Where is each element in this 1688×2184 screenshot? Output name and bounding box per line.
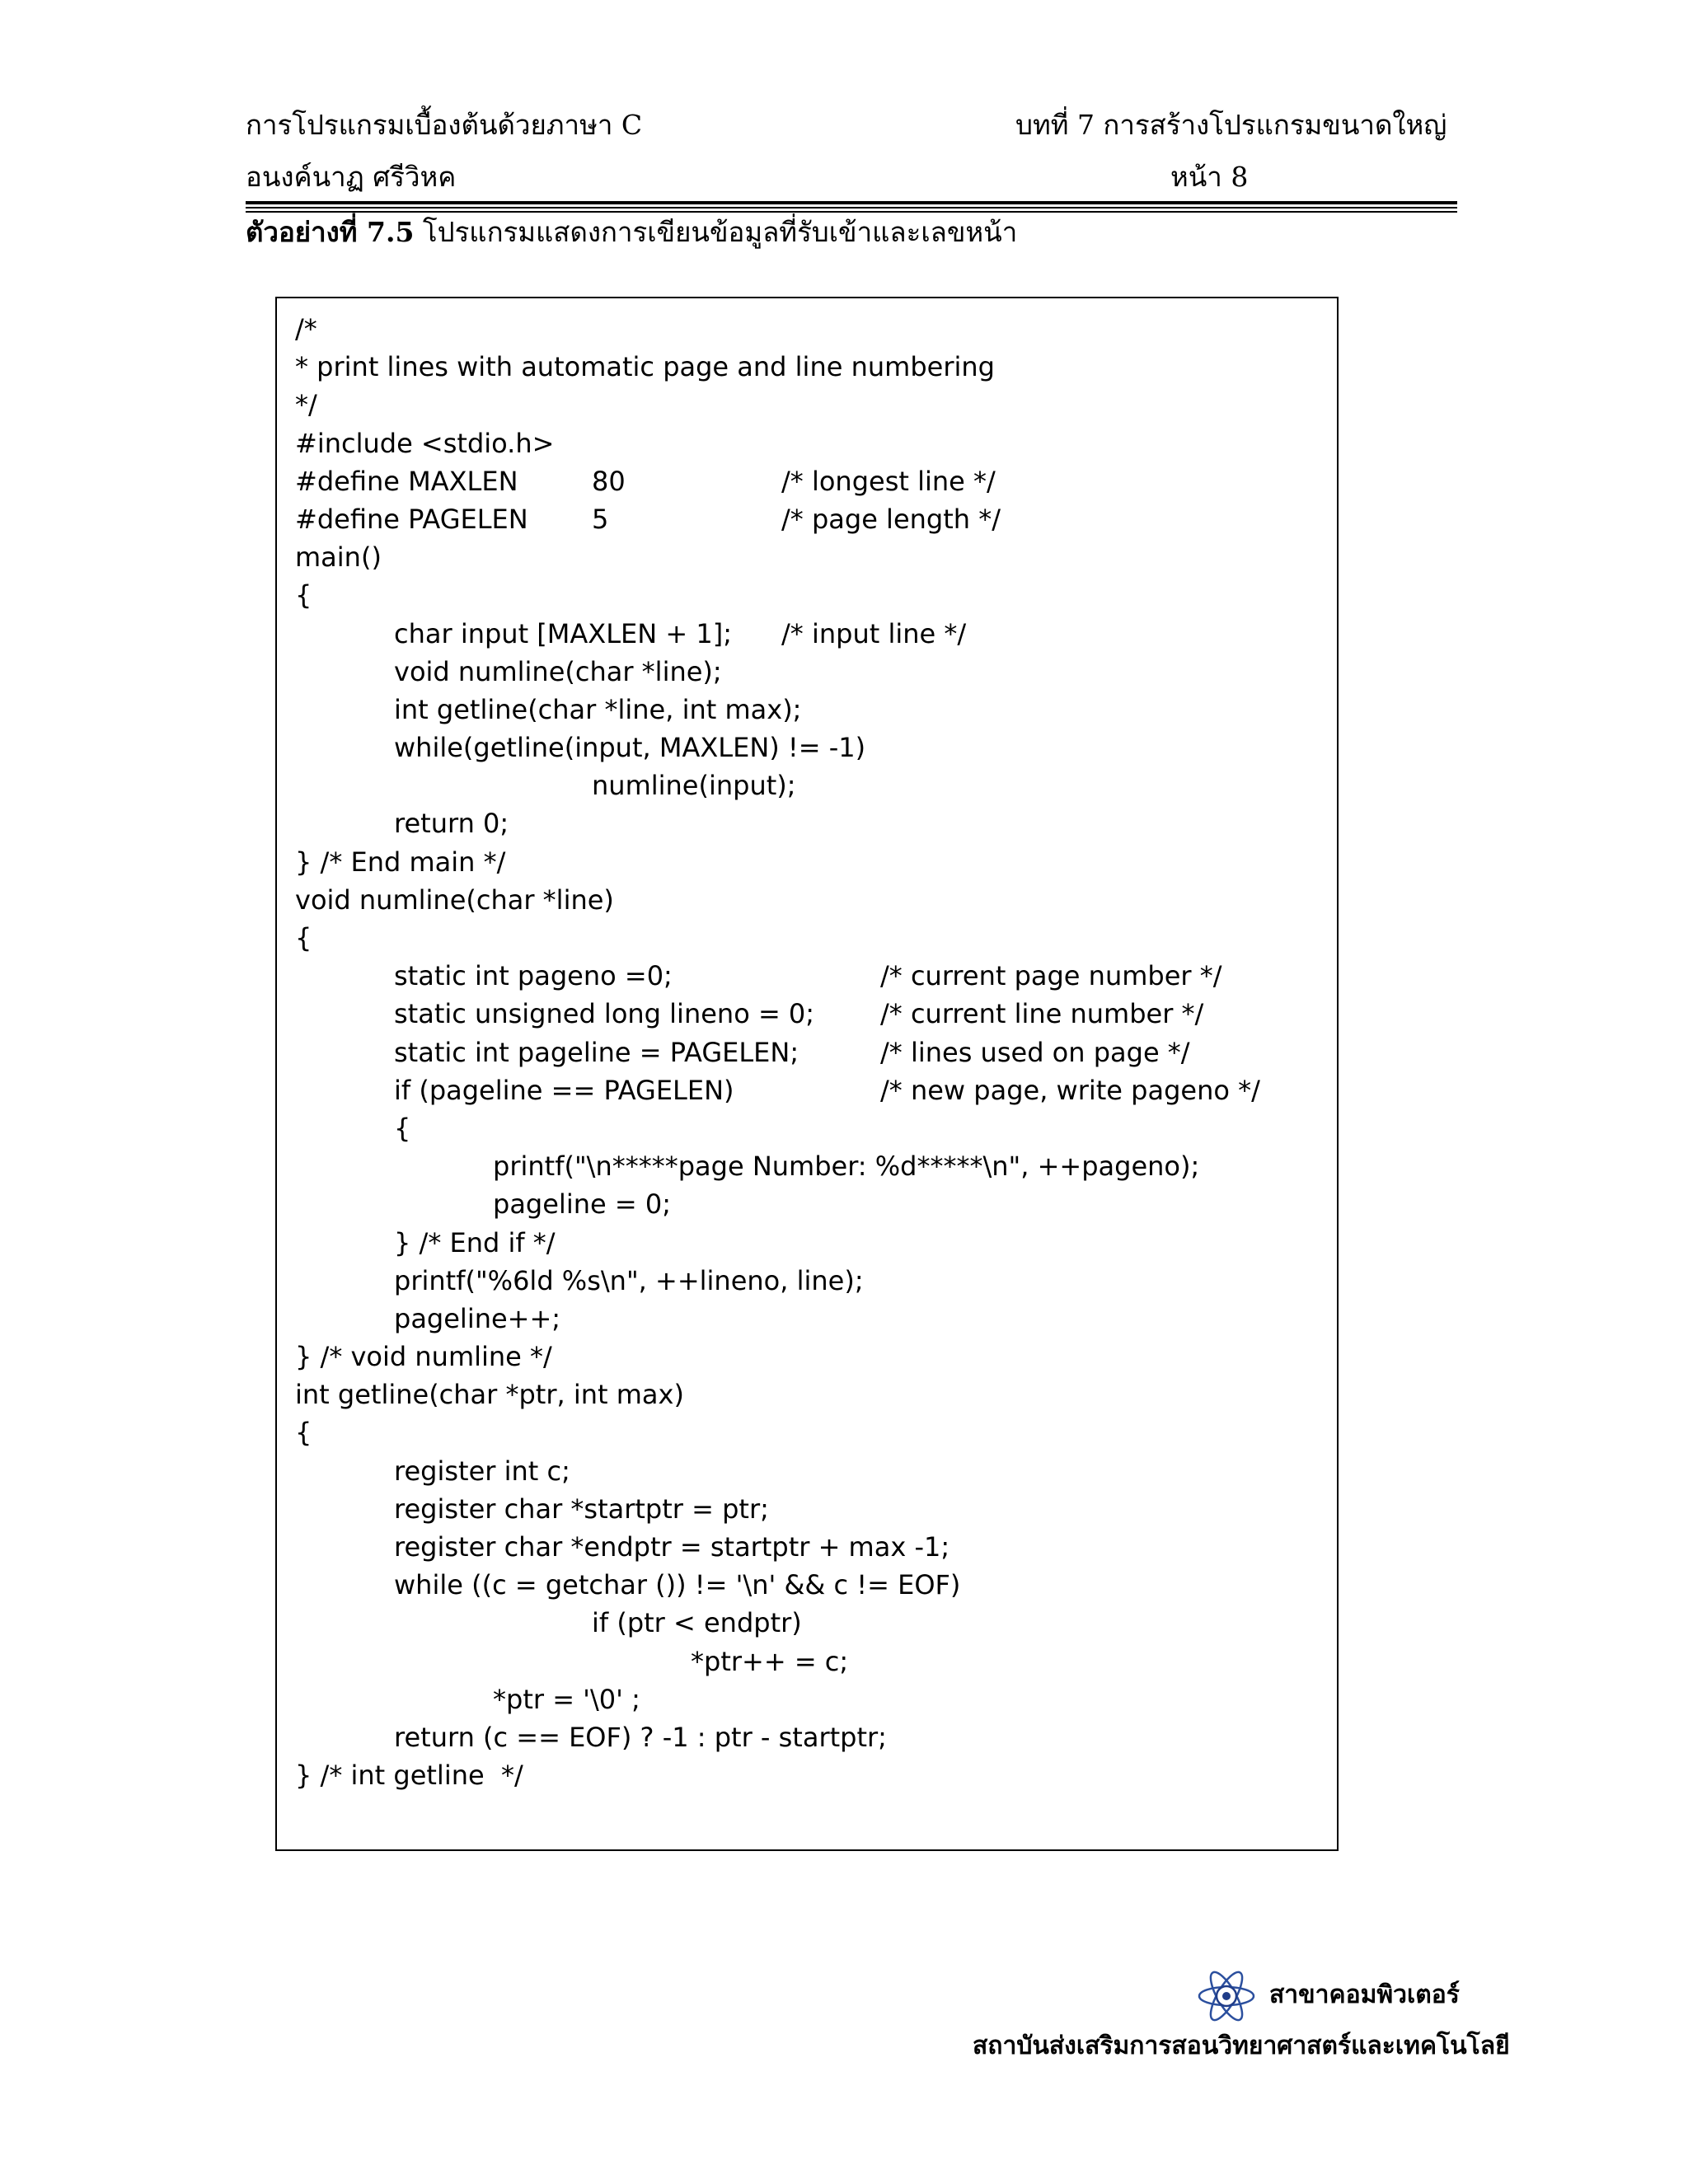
- code-line: [295, 995, 1337, 1033]
- code-text: static unsigned long lineno = 0;: [394, 998, 815, 1030]
- code-line: [295, 1071, 1337, 1109]
- code-line: [295, 1643, 1337, 1680]
- code-text: {: [394, 1112, 411, 1144]
- code-listing-box: [275, 297, 1339, 1851]
- code-text: {: [295, 579, 312, 612]
- code-line: [295, 1604, 1337, 1642]
- code-text: {: [295, 922, 312, 954]
- code-line: [295, 881, 1337, 919]
- department-name: สาขาคอมพิวเตอร์: [1269, 1980, 1460, 2009]
- code-line: [295, 766, 1337, 804]
- code-line: [295, 424, 1337, 462]
- code-line: [295, 1224, 1337, 1262]
- code-text: } /* End main */: [295, 846, 506, 878]
- code-line: [295, 462, 1337, 500]
- code-listing: [295, 310, 1337, 1794]
- code-text: {: [295, 1417, 312, 1449]
- example-caption: [246, 216, 1017, 249]
- code-text: void numline(char *line);: [394, 655, 722, 687]
- example-label: ตัวอย่างที่ 7.5: [246, 216, 415, 248]
- code-text: } /* void numline */: [295, 1341, 552, 1373]
- code-text: * print lines with automatic page and line numbering: [295, 351, 995, 383]
- code-column-text: /* current line number */: [880, 998, 1204, 1030]
- code-text: */: [295, 389, 317, 421]
- code-text: /*: [295, 313, 317, 344]
- code-column-text: /* lines used on page */: [880, 1036, 1190, 1068]
- page-number: หน้า 8: [1170, 161, 1249, 193]
- header-rule-thick: [246, 201, 1457, 204]
- code-line: [295, 1300, 1337, 1338]
- code-text: } /* End if */: [394, 1226, 556, 1258]
- code-line: [295, 538, 1337, 576]
- code-line: [295, 1376, 1337, 1413]
- code-line: [295, 1262, 1337, 1300]
- code-line: [295, 957, 1337, 995]
- code-text: static int pageno =0;: [394, 960, 673, 992]
- code-column-text: /* new page, write pageno */: [880, 1074, 1260, 1106]
- header-rule-thin-2: [246, 211, 1457, 213]
- code-text: while ((c = getchar ()) != '\n' && c != EOF): [394, 1569, 961, 1601]
- code-text: void numline(char *line): [295, 883, 614, 916]
- institute-logo-icon: [1197, 1970, 1256, 2022]
- code-line: [295, 1147, 1337, 1185]
- code-line: [295, 1033, 1337, 1071]
- code-text: int getline(char *line, int max);: [394, 693, 802, 725]
- code-text: register char *endptr = startptr + max -1;: [394, 1531, 950, 1563]
- example-description: โปรแกรมแสดงการเขียนข้อมูลที่รับเข้าและเลขหน้า: [414, 216, 1018, 248]
- code-line: [295, 804, 1337, 842]
- code-text: static int pageline = PAGELEN;: [394, 1036, 799, 1068]
- code-column-text: 80: [592, 465, 626, 497]
- course-title: การโปรแกรมเบื้องต้นด้วยภาษา C: [246, 109, 643, 141]
- code-line: [295, 310, 1337, 348]
- code-text: register int c;: [394, 1455, 570, 1487]
- code-text: #define PAGELEN: [295, 503, 528, 535]
- code-line: [295, 615, 1337, 653]
- code-text: register char *startptr = ptr;: [394, 1493, 769, 1525]
- code-column-text: /* current page number */: [880, 960, 1222, 992]
- code-column-text: /* page length */: [781, 503, 1001, 535]
- code-text: numline(input);: [592, 770, 796, 802]
- code-line: [295, 576, 1337, 614]
- code-text: return (c == EOF) ? -1 : ptr - startptr;: [394, 1721, 887, 1753]
- code-text: #include <stdio.h>: [295, 427, 555, 459]
- code-text: int getline(char *ptr, int max): [295, 1379, 684, 1411]
- code-line: [295, 1680, 1337, 1718]
- code-line: [295, 729, 1337, 766]
- code-line: [295, 653, 1337, 691]
- code-text: printf("%6ld %s\n", ++lineno, line);: [394, 1264, 864, 1296]
- author-name: อนงค์นาฏ ศรีวิหค: [246, 161, 457, 193]
- code-text: return 0;: [394, 808, 509, 840]
- code-line: [295, 1490, 1337, 1528]
- code-line: [295, 919, 1337, 957]
- code-line: [295, 1718, 1337, 1756]
- code-text: *ptr++ = c;: [691, 1645, 849, 1677]
- chapter-title: บทที่ 7 การสร้างโปรแกรมขนาดใหญ่: [1015, 109, 1447, 141]
- code-text: printf("\n*****page Number: %d*****\n", ++pageno);: [493, 1151, 1200, 1183]
- code-column-text: /* longest line */: [781, 465, 996, 497]
- code-line: [295, 1566, 1337, 1604]
- code-text: pageline = 0;: [493, 1188, 671, 1221]
- institute-name: สถาบันส่งเสริมการสอนวิทยาศาสตร์และเทคโนโลยี: [973, 2032, 1510, 2060]
- code-text: while(getline(input, MAXLEN) != -1): [394, 732, 866, 764]
- code-line: [295, 1413, 1337, 1451]
- code-line: [295, 1528, 1337, 1566]
- code-text: if (ptr < endptr): [592, 1607, 802, 1639]
- code-line: [295, 1109, 1337, 1147]
- code-line: [295, 843, 1337, 881]
- code-line: [295, 1185, 1337, 1223]
- code-line: [295, 348, 1337, 386]
- code-text: char input [MAXLEN + 1];: [394, 617, 732, 649]
- code-text: *ptr = '\0' ;: [493, 1683, 640, 1715]
- code-line: [295, 1338, 1337, 1376]
- code-text: #define MAXLEN: [295, 465, 518, 497]
- code-column-text: 5: [592, 503, 609, 535]
- code-line: [295, 1452, 1337, 1490]
- code-text: } /* int getline */: [295, 1760, 523, 1792]
- header-rule-thin: [246, 207, 1457, 209]
- code-text: if (pageline == PAGELEN): [394, 1074, 734, 1106]
- code-text: pageline++;: [394, 1302, 561, 1334]
- code-line: [295, 691, 1337, 729]
- code-line: [295, 500, 1337, 538]
- code-column-text: /* input line */: [781, 617, 967, 649]
- code-line: [295, 1756, 1337, 1794]
- code-line: [295, 386, 1337, 424]
- code-text: main(): [295, 541, 382, 574]
